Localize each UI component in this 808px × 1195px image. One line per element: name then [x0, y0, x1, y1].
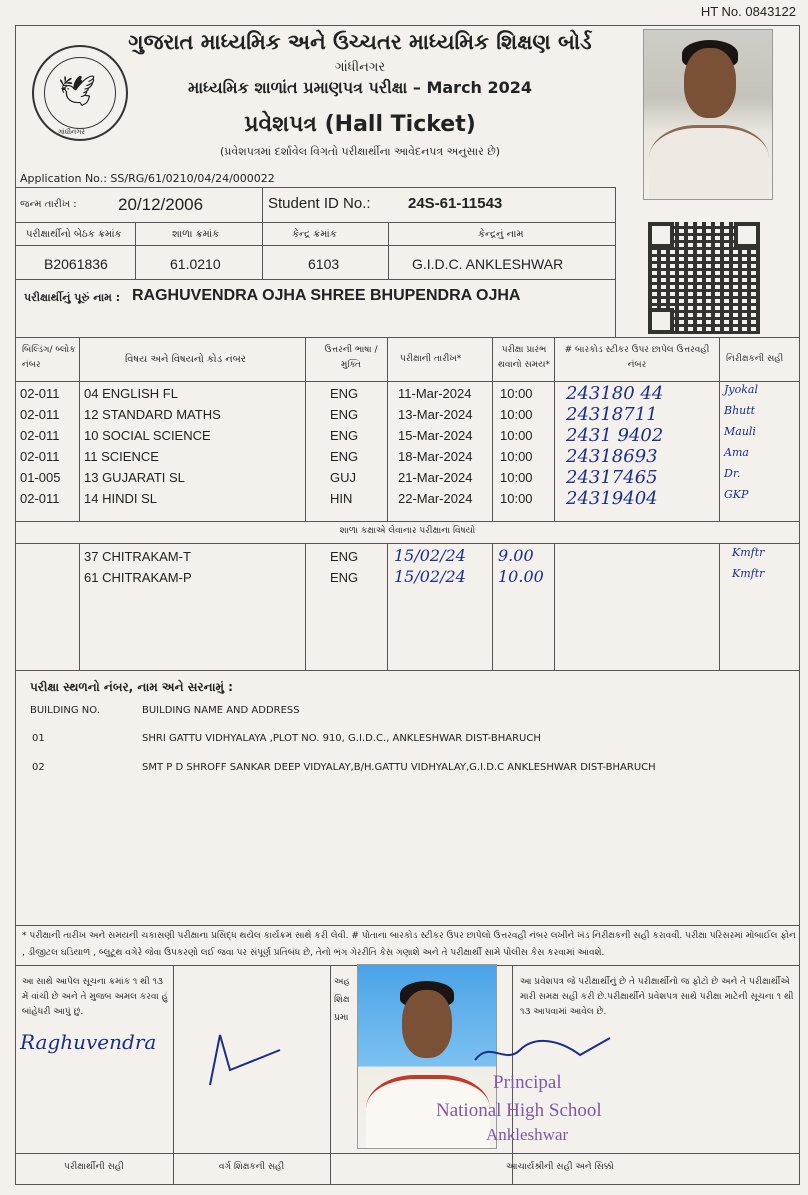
subject-time-cell: 10:00: [500, 491, 533, 506]
subject-lang-cell: ENG: [330, 428, 359, 443]
subject-barcode-cell: 24317465: [566, 467, 658, 488]
seat-number: B2061836: [44, 256, 108, 272]
subject-lang-cell: ENG: [330, 407, 359, 422]
subject-sign-cell: Dr.: [724, 467, 741, 480]
subject-date-cell: 18-Mar-2024: [398, 449, 473, 464]
seal-text: ગાંધીનગર: [58, 128, 85, 136]
school-subject-date-cell: 15/02/24: [394, 546, 466, 565]
page-title: પ્રવેશપત્ર (Hall Ticket): [244, 112, 476, 137]
school-subject-date-cell: 15/02/24: [394, 567, 466, 586]
subject-time-cell: 10:00: [500, 449, 533, 464]
subject-time-cell: 10:00: [500, 386, 533, 401]
seat-number-label: પરીક્ષાર્થીનો બેઠક ક્રમાંક: [26, 229, 122, 240]
subject-barcode-cell: 2431 9402: [566, 425, 664, 446]
subject-sign-cell: GKP: [724, 488, 749, 501]
subject-subject-cell: 04 ENGLISH FL: [84, 386, 178, 401]
subject-block-cell: 02-011: [20, 407, 60, 422]
th-date: પરીક્ષાની તારીખ*: [400, 354, 462, 364]
subject-time-cell: 10:00: [500, 428, 533, 443]
student-signature: Raghuvendra: [20, 1030, 157, 1054]
center-name: G.I.D.C. ANKLESHWAR: [412, 256, 564, 272]
venue-1-address: SHRI GATTU VIDHYALAYA ,PLOT NO. 910, G.I.D.C., ANKLESHWAR DIST-BHARUCH: [142, 733, 541, 744]
school-subject-sign-cell: Kmftr: [732, 567, 765, 580]
th-block: બિલ્ડિંગ/ બ્લોક નંબર: [22, 345, 76, 370]
subject-sign-cell: Ama: [724, 446, 749, 459]
dob-value: 20/12/2006: [118, 195, 204, 214]
subject-subject-cell: 10 SOCIAL SCIENCE: [84, 428, 211, 443]
school-subject-time-cell: 10.00: [498, 567, 544, 586]
subject-subject-cell: 13 GUJARATI SL: [84, 470, 185, 485]
venue-col-building-no: BUILDING NO.: [30, 705, 100, 716]
board-name: ગુજરાત માધ્યમિક અને ઉચ્ચતર માધ્યમિક શિક્ષણ બોર્ડ: [128, 30, 592, 54]
subject-lang-cell: HIN: [330, 491, 353, 506]
venue-2-address: SMT P D SHROFF SANKAR DEEP VIDYALAY,B/H.GATTU VIDHYALAY,G.I.D.C ANKLESHWAR DIST-BHARUCH: [142, 762, 656, 773]
subject-barcode-cell: 243180 44: [566, 383, 664, 404]
subject-subject-cell: 12 STANDARD MATHS: [84, 407, 221, 422]
footer-student-sign-label: પરીક્ષાર્થીની સહી: [64, 1162, 124, 1172]
subject-time-cell: 10:00: [500, 470, 533, 485]
subject-lang-cell: ENG: [330, 386, 359, 401]
subject-date-cell: 21-Mar-2024: [398, 470, 473, 485]
qr-code: [648, 222, 760, 334]
subject-subject-cell: 14 HINDI SL: [84, 491, 157, 506]
venue-2-number: 02: [32, 762, 45, 773]
center-number-label: કેન્દ્ર ક્રમાંક: [292, 229, 337, 240]
center-name-label: કેન્દ્રનું નામ: [478, 229, 524, 240]
swan-emblem-icon: 🕊: [58, 74, 97, 109]
student-id-label: Student ID No.:: [268, 195, 371, 212]
student-name: RAGHUVENDRA OJHA SHREE BHUPENDRA OJHA: [132, 287, 521, 304]
venue-heading: પરીક્ષા સ્થળનો નંબર, નામ અને સરનામું :: [30, 680, 233, 694]
partial-text-2: શિક્ષ: [334, 995, 350, 1005]
school-subject-subject-cell: 37 CHITRAKAM-T: [84, 549, 191, 564]
page-subtitle: (પ્રવેશપત્રમાં દર્શાવેલ વિગતો પરીક્ષાર્થીના આવેદનપત્ર અનુસાર છે): [219, 145, 501, 158]
school-subject-time-cell: 9.00: [498, 546, 534, 565]
school-subject-sign-cell: Kmftr: [732, 546, 765, 559]
subject-block-cell: 02-011: [20, 491, 60, 506]
student-id-value: 24S-61-11543: [408, 195, 503, 212]
subject-barcode-cell: 24318693: [566, 446, 658, 467]
dob-label: જન્મ તારીખ :: [20, 199, 77, 210]
exam-notice: * પરીક્ષાની તારીખ અને સમયની ચકાસણી પરીક્ષાના પ્રસિદ્ધ થયેલ કાર્યક્રમ સાથે કરી લેવી. # પોતાના બારકોડ સ્ટીકર ઉપર છાપેલો ઉત્તરવહી નંબર લખીને ખંડ નિરીક્ષકની સહી કરાવવી. પરીક્ષા પરિસરમાં મોબાઈલ ફોન , ડીજીટલ ઘડિયાળ , બ્લુટૂથ વગેરે જેવા ઉપકરણો લઈ જવા પર સંપૂર્ણ પ્રતિબંધ છે, તેનો ભંગ ગેરરીતિ કેસ ગણાશે અને તે પરીક્ષાર્થી સામે પોલીસ કેસ કરવામાં આવશે.: [22, 931, 796, 958]
partial-text-3: પ્રમા: [334, 1013, 349, 1023]
subject-lang-cell: GUJ: [330, 470, 356, 485]
name-label: પરીક્ષાર્થીનું પૂરું નામ :: [24, 291, 121, 304]
footer-teacher-sign-label: વર્ગ શિક્ષકની સહી: [218, 1162, 285, 1172]
stamp-line-2: National High School: [436, 1100, 602, 1121]
subject-sign-cell: Jyokal: [724, 383, 758, 396]
subject-block-cell: 02-011: [20, 386, 60, 401]
subject-barcode-cell: 24319404: [566, 488, 658, 509]
student-photo: [643, 29, 773, 200]
school-subject-lang-cell: ENG: [330, 549, 359, 564]
th-subject: વિષય અને વિષયનો કોડ નંબર: [125, 354, 246, 365]
th-barcode: # બારકોડ સ્ટીકર ઉપર છાપેલ ઉત્તરવહી નંબર: [564, 345, 710, 370]
subject-date-cell: 13-Mar-2024: [398, 407, 473, 422]
stamp-line-1: Principal: [493, 1072, 562, 1093]
subject-lang-cell: ENG: [330, 449, 359, 464]
center-number: 6103: [308, 256, 340, 272]
principal-declaration: આ પ્રવેશપત્ર જે પરીક્ષાર્થીનું છે તે પરીક્ષાર્થીનો જ ફોટો છે અને તે પરીક્ષાર્થીએ મારી સમક્ષ સહી કરી છે.પરીક્ષાર્થીને પ્રવેશપત્ર સાથે પરીક્ષા માટેની સૂચના ૧ થી ૧૩ આપવામાં આવેલ છે.: [520, 977, 794, 1017]
subject-barcode-cell: 24318711: [566, 404, 658, 425]
school-number: 61.0210: [170, 256, 221, 272]
venue-1-number: 01: [32, 733, 45, 744]
subject-block-cell: 02-011: [20, 449, 60, 464]
principal-signature: [470, 1030, 620, 1070]
school-subjects-heading: શાળા કક્ષાએ લેવાનાર પરીક્ષાના વિષયો: [339, 526, 476, 536]
venue-col-address: BUILDING NAME AND ADDRESS: [142, 705, 300, 716]
footer-principal-sign-label: આચાર્યશ્રીની સહી અને સિક્કો: [506, 1162, 614, 1172]
application-number: Application No.: SS/RG/61/0210/04/24/000022: [20, 172, 275, 185]
subject-sign-cell: Bhutt: [724, 404, 756, 417]
subject-date-cell: 15-Mar-2024: [398, 428, 473, 443]
subject-sign-cell: Mauli: [724, 425, 756, 438]
school-subject-subject-cell: 61 CHITRAKAM-P: [84, 570, 192, 585]
exam-name: માધ્યમિક શાળાંત પ્રમાણપત્ર પરીક્ષા – March 2024: [187, 78, 533, 97]
th-language: ઉત્તરની ભાષા /મુક્તિ: [324, 345, 378, 370]
subject-subject-cell: 11 SCIENCE: [84, 449, 159, 464]
subject-date-cell: 22-Mar-2024: [398, 491, 473, 506]
student-declaration: આ સાથે આપેલ સૂચના ક્રમાંક ૧ થી ૧૩ મેં વાંચી છે અને તે મુજબ અમલ કરવા હું બાંહેધરી આપું છું.: [22, 977, 168, 1017]
subject-block-cell: 02-011: [20, 428, 60, 443]
subject-date-cell: 11-Mar-2024: [398, 386, 472, 401]
th-invigilator: નિરીક્ષકની સહી: [726, 354, 784, 364]
class-teacher-signature: [200, 1025, 290, 1095]
school-subject-lang-cell: ENG: [330, 570, 359, 585]
stamp-line-3: Ankleshwar: [486, 1125, 569, 1144]
hall-ticket-number: HT No. 0843122: [700, 4, 796, 19]
school-number-label: શાળા ક્રમાંક: [172, 229, 220, 240]
th-time: પરીક્ષા પ્રારંભ થવાનો સમય*: [497, 345, 551, 370]
board-city: ગાંધીનગર: [334, 60, 386, 75]
partial-text-1: અહ: [334, 977, 350, 987]
subject-block-cell: 01-005: [20, 470, 61, 485]
subject-time-cell: 10:00: [500, 407, 533, 422]
